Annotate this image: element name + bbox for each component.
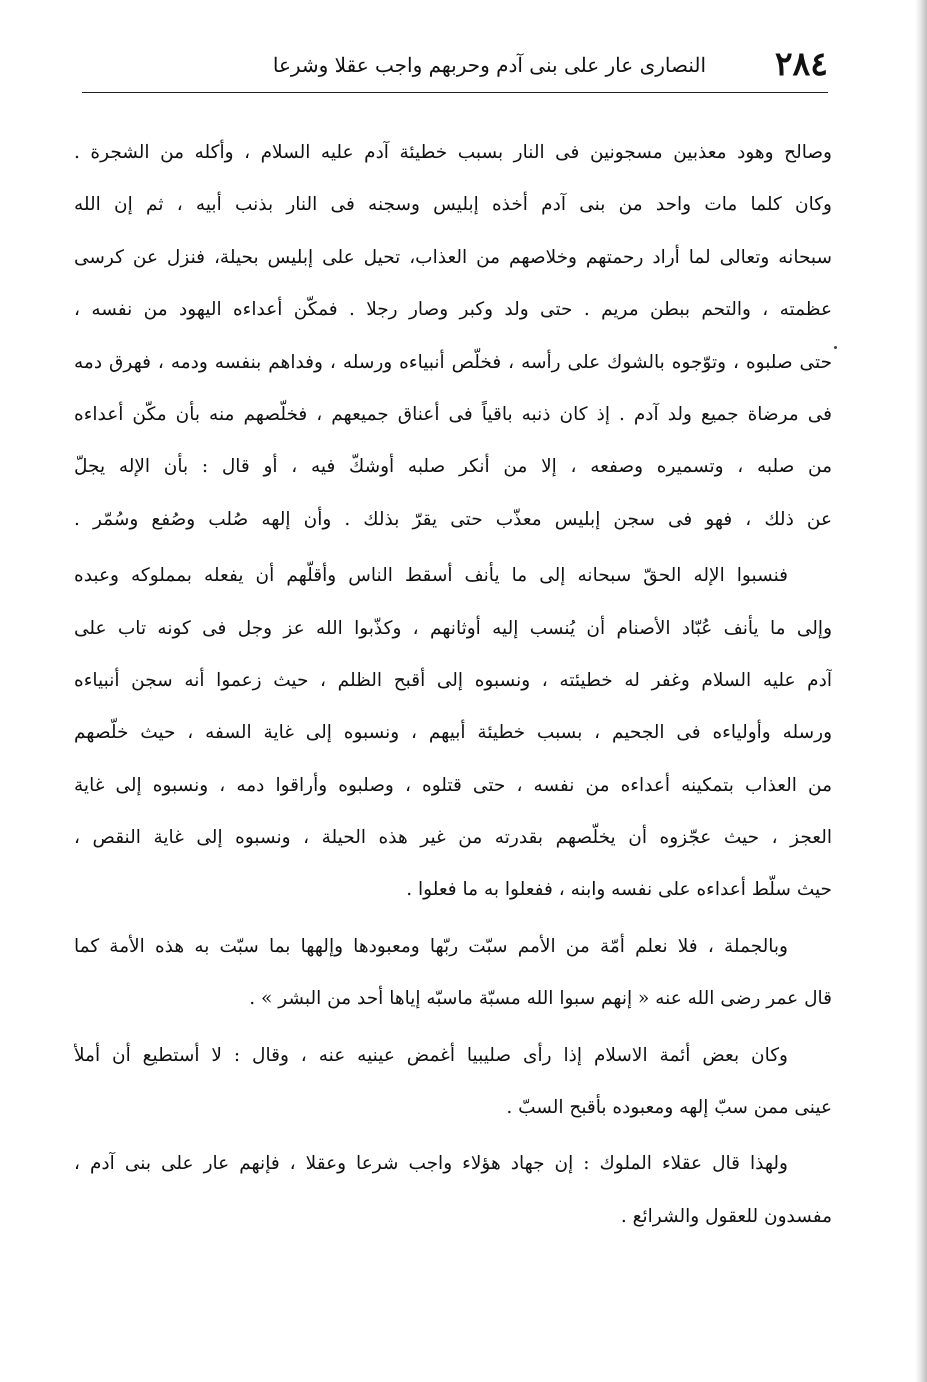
header-rule: [82, 92, 828, 93]
text-line: ورسله وأولياءه فى الجحيم ، بسبب خطيئة أبيهم ، ونسبوه إلى غاية السفه ، حيث خلّصهم: [74, 722, 832, 744]
text-line: فى مرضاة جميع ولد آدم . إذ كان ذنبه باقياً فى أعناق جميعهم ، فخلّصهم منه بأن مكّن أعداءه: [74, 403, 832, 425]
margin-speck: [834, 346, 837, 349]
page-number: ٢٨٤: [774, 44, 828, 83]
text-line: ولهذا قال عقلاء الملوك : إن جهاد هؤلاء واجب شرعا وعقلا ، فإنهم عار على بنى آدم ،: [74, 1153, 788, 1175]
text-line: فنسبوا الإله الحقّ سبحانه إلى ما يأنف أسقط الناس وأقلّهم أن يفعله بمملوكه وعبده: [74, 565, 788, 587]
text-line: من صلبه ، وتسميره وصفعه ، إلا من أنكر صلبه أوشكّ فيه ، أو قال : بأن الإله يجلّ: [74, 456, 832, 478]
text-line: عظمته ، والتحم ببطن مريم . حتى ولد وكبر وصار رجلا . فمكّن أعداءه اليهود من نفسه ،: [74, 299, 832, 321]
text-line: آدم عليه السلام وغفر له خطيئته ، ونسبوه إلى أقبح الظلم ، حيث زعموا أنه سجن أنبياءه: [74, 669, 832, 691]
text-line: العجز ، حيث عجّزوه أن يخلّصهم بقدرته من غير هذه الحيلة ، ونسبوه إلى غاية النقص ،: [74, 827, 832, 849]
text-line: حيث سلّط أعداءه على نفسه وابنه ، ففعلوا به ما فعلوا .: [406, 879, 832, 901]
text-line: وبالجملة ، فلا نعلم أمّة من الأمم سبّت ربّها ومعبودها وإلهها بما سبّت به هذه الأمة كما: [74, 935, 788, 957]
page-header: [82, 40, 828, 88]
paragraph-5: [74, 1138, 832, 1243]
text-line: وإلى ما يأنف عُبّاد الأصنام أن يُنسب إليه أوثانهم ، وكذّبوا الله عز وجل فى كونه تاب على: [74, 617, 832, 639]
text-line: عن ذلك ، فهو فى سجن إبليس معذّب حتى يقرّ بذلك . وأن إلهه صُلب وصُفع وسُمّر .: [74, 508, 832, 530]
text-line: مفسدون للعقول والشرائع .: [620, 1205, 832, 1227]
scan-page-edge: [915, 0, 927, 1382]
paragraph-3: [74, 921, 832, 1026]
text-line: سبحانه وتعالى لما أراد رحمتهم وخلاصهم من العذاب، تحيل على إبليس بحيلة، فنزل عن كرسى: [74, 246, 832, 268]
paragraph-1: [74, 127, 832, 546]
text-line: وكان كلما مات واحد من بنى آدم أخذه إبليس وسجنه فى النار بذنب أبيه ، ثم إن الله: [74, 194, 832, 216]
text-line: عينى ممن سبّ إلهه ومعبوده بأقبح السبّ .: [506, 1097, 832, 1119]
text-line: حتى صلبوه ، وتوّجوه بالشوك على رأسه ، فخلّص أنبياءه ورسله ، وفداهم بنفسه ودمه ، فهرق دمه: [74, 351, 832, 373]
paragraph-4: [74, 1030, 832, 1135]
text-line: وصالح وهود معذبين مسجونين فى النار بسبب خطيئة آدم عليه السلام ، وأكله من الشجرة .: [74, 142, 832, 163]
running-title: النصارى عار على بنى آدم وحربهم واجب عقلا وشرعا: [272, 53, 706, 77]
text-line: من العذاب بتمكينه أعداءه من نفسه ، حتى قتلوه ، وصلبوه وأراقوا دمه ، ونسبوه إلى غاية: [74, 774, 832, 796]
paragraph-2: [74, 550, 832, 917]
text-line: قال عمر رضى الله عنه « إنهم سبوا الله مسبّة ماسبّه إياها أحد من البشر » .: [249, 988, 832, 1010]
text-line: وكان بعض أئمة الاسلام إذا رأى صليبيا أغمض عينيه عنه ، وقال : لا أستطيع أن أملأ: [74, 1044, 788, 1066]
body-text: [74, 127, 832, 1247]
